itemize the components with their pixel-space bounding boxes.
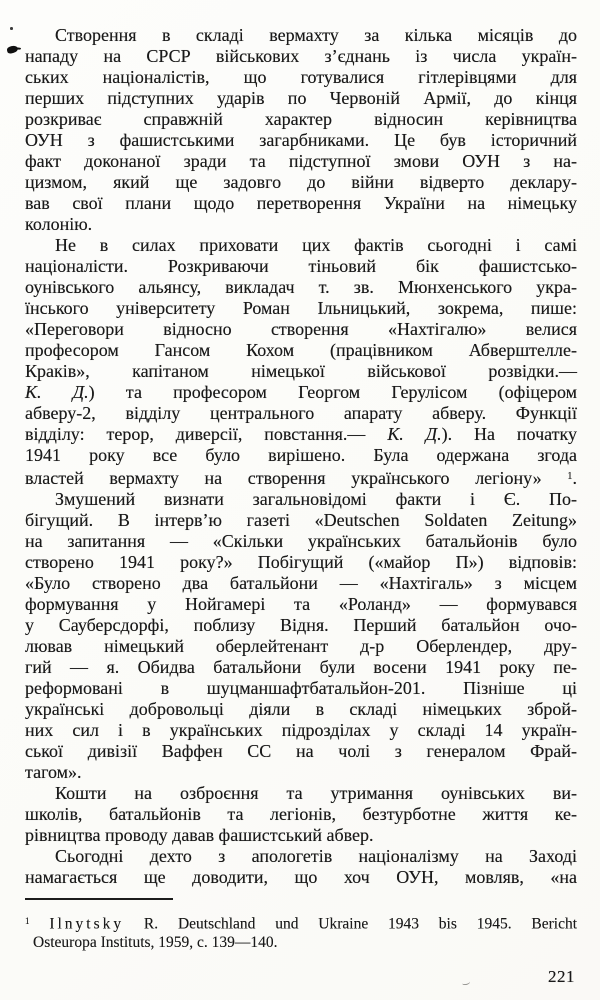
text-line: розкриває справжній характер відносин керівництва — [25, 109, 577, 129]
text-line: рівництва проводу давав фашистський абвер. — [25, 825, 374, 846]
text-line: ської дивізії Ваффен СС на чолі з генералом Фрай- — [25, 741, 577, 762]
text-line: «Переговори відносно створення «Нахтігалю» велися — [25, 319, 577, 339]
text-line: К. Д.) та професором Георгом Герулісом (офіцером — [25, 382, 577, 402]
text-line: оунівського альянсу, викладач т. зв. Мюнхенського укра- — [25, 277, 577, 297]
paragraph — [25, 846, 577, 888]
paragraph — [25, 25, 577, 235]
text-line: властей вермахту на створення українського легіону» $^1$. — [25, 468, 577, 489]
text-line: відділу: терор, диверсії, повстання.— К. Д.). На початку — [25, 424, 577, 444]
footnote — [25, 912, 577, 952]
text-line: Не в силах приховати цих фактів сьогодні і самі — [55, 235, 577, 255]
text-line: Краків», капітаном німецької військової розвідки.— — [25, 361, 577, 381]
text-line: цизмом, який ще задовго до війни відверто деклару- — [25, 172, 577, 192]
text-line: створено 1941 року?» Побігущий («майор П») відповів: — [25, 552, 577, 573]
text-line: на запитання — «Скільки українських батальйонів було — [25, 531, 577, 552]
ink-speck-artifact — [10, 27, 13, 30]
text-line: їнського університету Роман Ільницький, зокрема, пише: — [25, 298, 577, 318]
paragraph — [25, 489, 577, 783]
smudge-artifact — [462, 980, 470, 986]
text-line: нападу на СРСР військових з’єднань із числа україн- — [25, 46, 577, 66]
text-line: у Сауберсдорфі, поблизу Відня. Перший батальйон очо- — [25, 615, 577, 636]
text-line: тагом». — [25, 762, 82, 783]
text-line: школів, батальйонів та легіонів, безтурботне життя ке- — [25, 804, 577, 825]
text-line: факт доконаної зради та підступної змови ОУН з на- — [25, 151, 577, 171]
text-line: них сил і в українських підрозділах у складі 14 україн- — [25, 720, 577, 741]
text-line: Створення в складі вермахту за кілька місяців до — [55, 25, 577, 45]
ink-blot-artifact — [6, 45, 18, 54]
text-line: реформовані в шуцманшафтбатальйон-201. Пізніше ці — [25, 678, 577, 699]
text-line: намагається ще доводити, що хоч ОУН, мовляв, «на — [25, 867, 577, 888]
page-body-text — [25, 25, 577, 888]
footnote-line: Osteuropa Instituts, 1959, с. 139—140. — [33, 934, 278, 952]
text-line: націоналісти. Розкриваючи тіньовий бік фашистсько- — [25, 256, 577, 276]
page-number: 221 — [548, 967, 575, 986]
paragraph — [25, 783, 577, 846]
text-line: українські добровольці діяли в складі німецьких зброй- — [25, 699, 577, 720]
text-line: гий — я. Обидва батальйони були восени 1941 року пе- — [25, 657, 577, 678]
text-line: лював німецький оберлейтенант д-р Оберлендер, дру- — [25, 636, 577, 657]
text-line: формування у Нойгамері та «Роланд» — формувався — [25, 594, 577, 615]
text-line: ських націоналістів, що готувалися гітлерівцями для — [25, 67, 577, 87]
text-line: ОУН з фашистськими загарбниками. Це був історичний — [25, 130, 577, 150]
text-line: Кошти на озброєння та утримання оунівських ви- — [55, 783, 577, 804]
text-line: вав свої плани щодо перетворення України на німецьку — [25, 193, 577, 213]
text-line: «Було створено два батальйони — «Нахтігаль» з місцем — [25, 573, 577, 594]
text-line: Сьогодні дехто з апологетів націоналізму на Заході — [55, 846, 577, 867]
text-line: Змушений визнати загальновідомі факти і Є. По- — [55, 489, 577, 510]
text-line: 1941 року все було вирішено. Була одержана згода — [25, 445, 577, 465]
text-line: абверу-2, відділу центрального апарату абверу. Функції — [25, 403, 577, 423]
paragraph — [25, 235, 577, 489]
text-line: колонію. — [25, 214, 93, 234]
footnote-rule — [25, 898, 173, 900]
text-line: перших підступних ударів по Червоній Армії, до кінця — [25, 88, 577, 108]
footnote-line: $^1$ Ilnytsky R. Deutschland und Ukraine 1943 bis 1945. Bericht — [25, 915, 578, 933]
text-line: професором Гансом Кохом (працівником Абверштелле- — [25, 340, 577, 360]
text-line: бігущий. В інтерв’ю газеті «Deutschen Soldaten Zeitung» — [25, 510, 577, 531]
